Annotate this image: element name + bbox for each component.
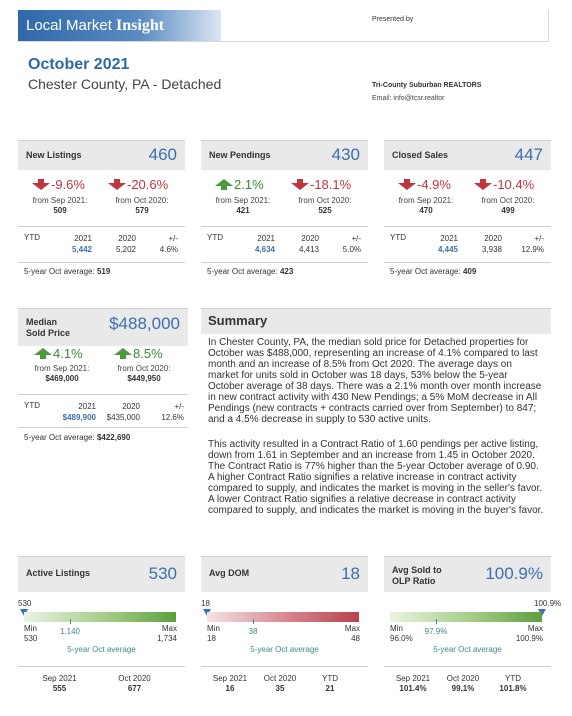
yoy-change [474,177,534,192]
card-title: Avg DOM [209,568,250,578]
gauge-average-label: 5-year Oct average [67,645,136,654]
yoy-pct: -10.4% [493,177,535,192]
ytd-pm: +/- [351,234,361,243]
ytd-pm: +/- [168,234,178,243]
metric-card [18,140,185,280]
card-value: 100.9% [485,564,543,583]
avg5-label: 5-year Oct average: [24,267,95,276]
footer-label: YTD [322,674,338,683]
down-arrow-icon [32,179,50,190]
mom-compare [386,196,466,216]
avg5-value: 409 [462,267,477,276]
avg5-label: 5-year Oct average: [207,267,278,276]
ytd-change [508,233,544,255]
avg5-value: 423 [279,267,294,276]
report-period: October 2021 [28,56,130,73]
avg5-value: $422,690 [96,433,131,442]
report-area: Chester County, PA - Detached [28,76,222,92]
ytd-value2: 3,938 [481,245,502,254]
avg5-label: 5-year Oct average: [24,433,95,442]
footer-label: Oct 2020 [263,674,297,683]
gauge-card [201,556,368,702]
ytd-pm: +/- [534,234,544,243]
footer-label: Sep 2021 [395,674,431,683]
mom-pct: 4.1% [53,346,83,361]
footer-value: 16 [225,684,235,693]
gauge-marker-label: 100.9% [534,599,562,608]
report-banner [18,10,221,41]
down-arrow-icon [398,179,416,190]
ytd-value1: 5,442 [71,245,92,254]
footer-stat [255,674,305,694]
card-value: 430 [331,145,360,164]
footer-value: 35 [275,684,285,693]
avg5-label: 5-year Oct average: [390,267,461,276]
divider [201,666,368,667]
footer-value: 555 [52,684,67,693]
five-year-average [207,267,293,276]
footer-stat [388,674,438,694]
card-title: New Listings [26,150,82,160]
card-value: 18 [341,564,360,583]
yoy-compare [102,196,182,216]
mom-label: from Sep 2021: [32,196,88,205]
mom-change [215,177,264,192]
mom-label: from Sep 2021: [215,196,271,205]
gauge-min-value: 96.0% [390,634,413,643]
card-title: Closed Sales [392,150,449,160]
ytd-year2: 2020 [122,402,140,411]
organization-name: Tri-County Suburban REALTORS [372,82,482,89]
avg5-value: 519 [96,267,111,276]
ytd-value1: 4,634 [254,245,275,254]
yoy-change [108,177,168,192]
gauge-max [345,624,360,644]
ytd-current [420,233,458,255]
gauge-max-value: 100.9% [515,634,543,643]
footer-value: 101.4% [399,684,427,693]
five-year-average [390,267,476,276]
mom-pct: 2.1% [234,177,264,192]
card-value: 447 [514,145,543,164]
gauge-card [384,556,562,702]
gauge-card [18,556,185,702]
yoy-label: from Oct 2020: [115,196,169,205]
footer-stat [205,674,255,694]
gauge-min [390,624,413,644]
ytd-change-value: 4.6% [159,245,178,254]
gauge-min-value: 530 [24,634,38,643]
ytd-label: YTD [24,401,40,410]
ytd-previous [464,233,502,255]
yoy-compare [285,196,365,216]
footer-label: Sep 2021 [212,674,248,683]
ytd-pm: +/- [174,402,184,411]
summary-card [201,308,551,530]
down-arrow-icon [108,179,126,190]
ytd-current [56,401,96,423]
footer-stat [305,674,355,694]
metric-card [201,140,368,280]
mom-value: 470 [419,206,433,215]
divider [18,394,188,395]
footer-value: 99.1% [451,684,475,693]
footer-label: Oct 2020 [446,674,480,683]
card-title: New Pendings [209,150,271,160]
ytd-change-value: 5.0% [342,245,361,254]
gauge-avg-tick [253,619,254,624]
yoy-change [114,346,163,361]
five-year-average [24,433,130,442]
summary-paragraph-2: This activity resulted in a Contract Ratio of 1.60 pendings per active listing, down from 1.61 in September and an increase from 1.45 in October 2020. The Contract Ratio is 77% higher than the 5-year October average of 0.90. A higher Contract Ratio signifies a relative increase in contract activity compared to supply, and indicates the market is moving in the seller's favor. A lower Contract Ratio signifies a relative decrease in contract activity compared to supply, and indicates the market is moving in the buyer's favor. [208,439,544,516]
gauge-average-label: 5-year Oct average [250,645,319,654]
divider [201,226,368,227]
ytd-year1: 2021 [78,402,96,411]
mom-pct: -9.6% [51,177,85,192]
gauge-min-value: 18 [207,634,216,643]
mom-compare [22,364,102,384]
ytd-change-value: 12.9% [521,245,544,254]
brand-bold: Insight [116,17,165,34]
mom-change [32,177,85,192]
mom-label: from Sep 2021: [398,196,454,205]
yoy-change [291,177,351,192]
gauge-track [390,612,542,622]
gauge-avg-tick [70,619,71,624]
mom-change [398,177,451,192]
mom-value: 421 [236,206,250,215]
ytd-label: YTD [390,233,406,242]
header-divider [18,41,548,42]
ytd-current [237,233,275,255]
yoy-compare [104,364,184,384]
gauge-mid-value: 97.9% [424,627,448,636]
presented-by: Presented by [372,16,414,23]
ytd-year2: 2020 [301,234,319,243]
footer-value: 101.8% [499,684,527,693]
ytd-year1: 2021 [440,234,458,243]
ytd-value1: $489,900 [62,413,96,422]
gauge-max-label: Max [344,624,360,633]
yoy-compare [468,196,548,216]
up-arrow-icon [215,179,233,190]
yoy-label: from Oct 2020: [481,196,535,205]
gauge-max-label: Max [527,624,543,633]
ytd-year1: 2021 [257,234,275,243]
ytd-value1: 4,445 [437,245,458,254]
card-title-line1: Avg Sold to [392,565,442,575]
yoy-pct: -18.1% [310,177,352,192]
gauge-avg-tick [436,619,437,624]
divider [384,226,551,227]
ytd-current [54,233,92,255]
ytd-year2: 2020 [118,234,136,243]
brand-plain: Local Market [26,17,117,34]
yoy-value: 579 [135,206,149,215]
ytd-change-value: 12.6% [161,413,184,422]
ytd-year1: 2021 [74,234,92,243]
gauge-average-label: 5-year Oct average [433,645,502,654]
organization-email: Email: info@tcsr.realtor [372,95,445,102]
footer-label: Sep 2021 [42,674,77,683]
gauge-min-label: Min [390,624,403,633]
gauge-mid-value: 1,140 [59,627,81,636]
card-value: 530 [148,564,177,583]
divider [384,666,551,667]
ytd-label: YTD [24,233,40,242]
divider [18,226,185,227]
gauge-track [207,612,359,622]
footer-stat [438,674,488,694]
footer-stat [97,674,172,694]
footer-stat [488,674,538,694]
yoy-value: 499 [501,206,515,215]
gauge-max-value: 1,734 [156,634,177,643]
gauge-max [157,624,177,644]
mom-compare [203,196,283,216]
divider [18,427,188,428]
mom-value: $469,000 [45,374,79,383]
yoy-pct: -20.6% [127,177,169,192]
mom-label: from Sep 2021: [34,364,90,373]
mom-value: 509 [53,206,67,215]
footer-label: YTD [505,674,521,683]
card-value: $488,000 [109,314,180,333]
yoy-label: from Oct 2020: [298,196,352,205]
header-divider-vertical [548,10,549,42]
mom-change [34,346,83,361]
five-year-average [24,267,110,276]
ytd-change [142,233,178,255]
yoy-value: 525 [318,206,332,215]
ytd-change [325,233,361,255]
yoy-pct: 8.5% [133,346,163,361]
gauge-min [24,624,37,644]
ytd-label: YTD [207,233,223,242]
summary-paragraph-1: In Chester County, PA, the median sold price for Detached properties for October was $488,000, representing an increase of 4.1% compared to last month and an increase of 8.5% from Oct 2020. The average days on market for units sold in October was 18 days, 53% below the 5-year October average of 38 days. There was a 2.1% month over month increase in new contract activity with 430 New Pendings; a 5% MoM decrease in All Pendings (new contracts + contracts carried over from September) to 847; and a 4.5% decrease in supply to 530 active units. [208,337,542,425]
divider [201,262,368,263]
gauge-marker-label: 530 [18,599,32,608]
ytd-value2: 4,413 [298,245,319,254]
down-arrow-icon [291,179,309,190]
gauge-max [516,624,543,644]
card-title-line2: Sold Price [26,328,71,338]
gauge-marker-label: 18 [201,599,210,608]
ytd-change [144,401,184,423]
up-arrow-icon [114,348,132,359]
mom-pct: -4.9% [417,177,451,192]
yoy-label: from Oct 2020: [117,364,171,373]
ytd-year2: 2020 [484,234,502,243]
card-title: Active Listings [26,568,91,578]
up-arrow-icon [34,348,52,359]
gauge-min [207,624,220,644]
card-title-line1: Median [26,317,58,327]
mom-compare [20,196,100,216]
divider [18,262,185,263]
card-value: 460 [148,145,177,164]
gauge-track [24,612,176,622]
footer-label: Oct 2020 [118,674,151,683]
median-sold-price-card [18,308,188,448]
gauge-max-value: 48 [351,634,360,643]
divider [384,262,551,263]
footer-value: 677 [127,684,142,693]
down-arrow-icon [474,179,492,190]
metric-card [384,140,551,280]
gauge-min-label: Min [24,624,37,633]
ytd-value2: $435,000 [106,413,140,422]
footer-value: 21 [325,684,335,693]
ytd-value2: 5,202 [115,245,136,254]
summary-title: Summary [208,313,268,328]
divider [18,666,185,667]
gauge-min-label: Min [207,624,220,633]
card-title-line2: OLP Ratio [392,576,436,586]
ytd-previous [281,233,319,255]
ytd-previous [100,401,140,423]
ytd-previous [98,233,136,255]
footer-stat [22,674,97,694]
gauge-mid-value: 38 [248,627,258,636]
yoy-value: $449,950 [127,374,161,383]
gauge-max-label: Max [161,624,177,633]
